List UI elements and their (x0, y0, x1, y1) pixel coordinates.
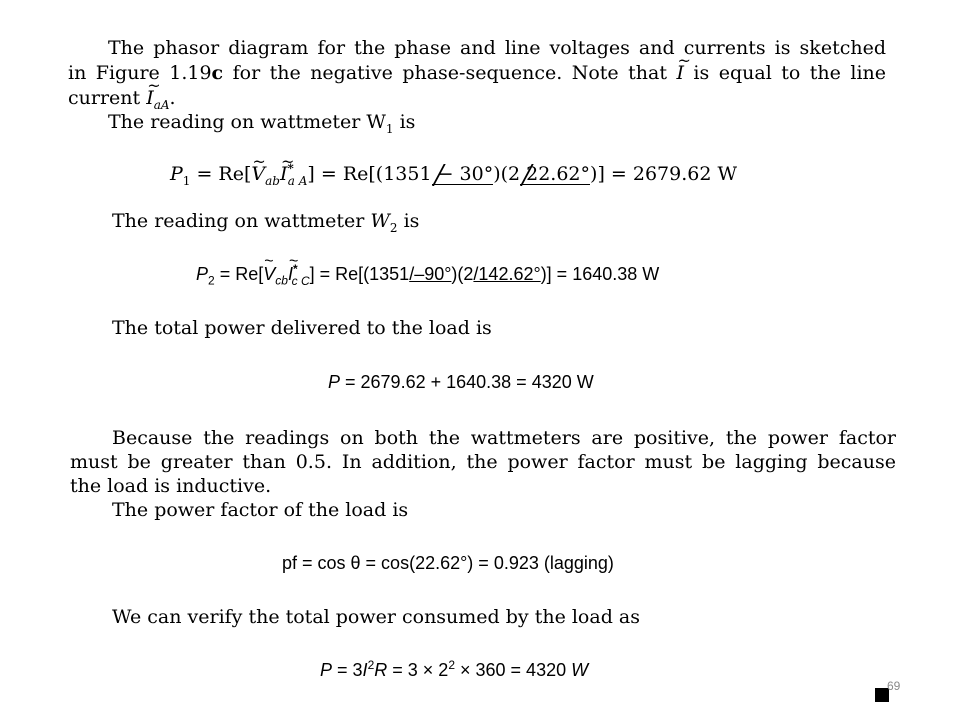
paragraph-2-line-2: must be greater than 0.5. In addition, the power factor must be lagging because (70, 451, 896, 473)
eq-p1-v: V ~ (251, 162, 265, 186)
eq-verify-c: × 360 = 4320 (455, 660, 572, 680)
equation-total (328, 370, 594, 394)
w1-intro-sub: 1 (385, 121, 394, 136)
para1-line3-end: . (169, 87, 176, 109)
verify-intro: We can verify the total power consumed by the load as (112, 606, 640, 628)
eq-p1-part4: )] = 2679.62 W (590, 163, 737, 185)
eq-p2-v-sub: cb (275, 273, 288, 288)
eq-p2-part1: = Re[ (214, 264, 264, 284)
eq-p1-part1: = Re[ (190, 163, 252, 185)
w1-intro (108, 110, 415, 134)
paragraph-1-line-1: The phasor diagram for the phase and line voltages and currents is sketched (108, 37, 886, 59)
eq-total-var: P (328, 372, 341, 392)
eq-p2-angle2: /142.62° (473, 264, 541, 284)
eq-p2-lhs-sub: 2 (208, 273, 215, 288)
eq-verify-r: R (374, 660, 388, 680)
eq-verify-i: I (362, 660, 368, 680)
eq-verify-i-sup: 2 (367, 658, 375, 672)
w2-intro-end: is (397, 210, 420, 232)
pf-intro: The power factor of the load is (112, 499, 409, 521)
w2-intro-text: The reading on wattmeter (112, 210, 371, 232)
eq-p1-lhs-sub: 1 (182, 173, 191, 188)
eq-p1-angle2: 22.62° (520, 164, 590, 185)
paragraph-1-line-3 (68, 86, 176, 110)
eq-p1-lhs: P (170, 163, 183, 185)
w2-intro-sub: 2 (389, 220, 398, 235)
eq-p2-v: V ~ (263, 262, 275, 286)
paragraph-1-line-2 (68, 61, 886, 85)
para1-line2-c: is equal to the line (683, 62, 887, 84)
eq-p1-i: I ~ (280, 162, 288, 186)
eq-p1-part2: ] = Re[(1351 (307, 163, 432, 185)
paragraph-2-line-3: the load is inductive. (70, 475, 272, 497)
eq-verify-b-sup: 2 (448, 658, 455, 672)
equation-verify (320, 658, 588, 682)
eq-p2-i-sub: c C (291, 273, 310, 288)
equation-pf: pf = cos θ = cos(22.62°) = 0.923 (lagging) (282, 553, 614, 573)
w1-intro-end: is (393, 111, 416, 133)
eq-p1-i-sub: a A (287, 173, 308, 188)
eq-verify-a: = 3 (332, 660, 363, 680)
para1-line3-a: current (68, 87, 147, 109)
para1-current-var: I ~ (676, 61, 684, 85)
equation-p1 (170, 162, 737, 186)
para1-line-current-sub: aA (153, 97, 170, 112)
para1-line2-a: in Figure 1.19 (68, 62, 212, 84)
eq-p2-angle1: /–90° (409, 264, 452, 284)
paragraph-2-line-1: Because the readings on both the wattmeters are positive, the power factor (112, 427, 896, 449)
eq-p2-lhs: P (196, 264, 209, 284)
eq-p2-part4: )] = 1640.38 W (540, 264, 660, 284)
para1-line-current-var: I ~ (146, 86, 154, 110)
eq-p2-part2: ] = Re[(1351 (309, 264, 410, 284)
eq-p1-i-sup: * (287, 161, 294, 176)
eq-p1-v-sub: ab (265, 173, 280, 188)
w2-intro-var: W (370, 210, 390, 232)
eq-verify-b: = 3 × 2 (387, 660, 449, 680)
eq-verify-p: P (320, 660, 333, 680)
w1-intro-text: The reading on wattmeter W (108, 111, 386, 133)
para1-line2-bold: c (211, 62, 224, 84)
eq-p2-part3: )(2 (451, 264, 474, 284)
eq-p1-part3: )(2 (493, 163, 521, 185)
eq-p1-angle1: − 30° (432, 164, 494, 185)
w2-intro (112, 209, 419, 233)
para1-line2-b: for the negative phase-sequence. Note that (223, 62, 677, 84)
eq-verify-w: W (571, 660, 589, 680)
eq-total-rest: = 2679.62 + 1640.38 = 4320 W (340, 372, 594, 392)
eq-p2-i-sup: * (292, 262, 298, 276)
equation-p2 (196, 262, 659, 286)
eq-p2-i: I ~ (288, 262, 293, 286)
page-number: 69 (887, 679, 901, 693)
total-intro: The total power delivered to the load is (112, 317, 492, 339)
